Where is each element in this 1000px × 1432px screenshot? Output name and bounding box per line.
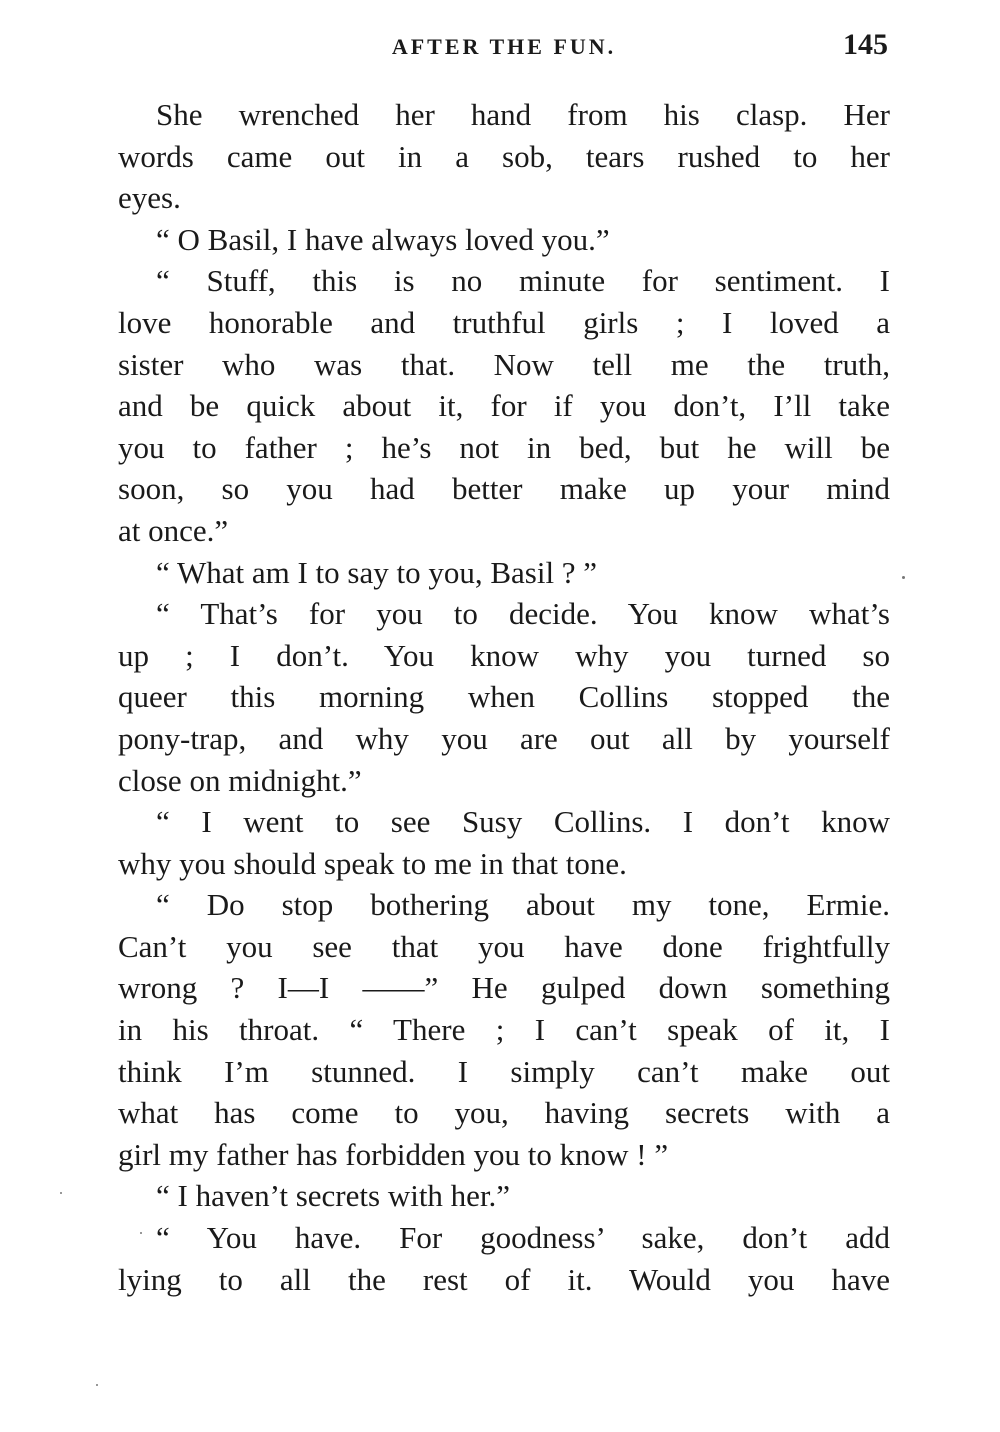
text-line: She wrenched her hand from his clasp. Her [156, 97, 890, 132]
scan-speck [96, 1384, 98, 1386]
text-line: “ Stuff, this is no minute for sentiment. I [156, 263, 890, 299]
body-text [118, 94, 890, 1300]
scan-speck [902, 576, 905, 579]
text-line: soon, so you had better make up your mind [118, 471, 890, 507]
text-line: why you should speak to me in that tone. [118, 845, 627, 881]
text-line: Can’t you see that you have done frightfully [118, 928, 890, 964]
text-line: eyes. [118, 180, 181, 216]
page-number: 145 [843, 28, 888, 61]
text-line: up ; I don’t. You know why you turned so [118, 637, 890, 673]
text-line: “ I haven’t secrets with her.” [156, 1178, 511, 1214]
text-line: what has come to you, having secrets with a [118, 1095, 890, 1131]
text-line: “ What am I to say to you, Basil ? ” [156, 554, 598, 590]
text-line: love honorable and truthful girls ; I loved a [118, 304, 890, 340]
text-line: “ You have. For goodness’ sake, don’t add [156, 1220, 890, 1256]
text-line: pony-trap, and why you are out all by yourself [118, 720, 890, 756]
text-line: “ O Basil, I have always loved you.” [156, 221, 610, 257]
text-line: girl my father has forbidden you to know ! ” [118, 1136, 669, 1172]
text-line: “ That’s for you to decide. You know what’s [156, 596, 890, 632]
text-line: at once.” [118, 512, 229, 548]
text-line: “ Do stop bothering about my tone, Ermie. [156, 887, 890, 923]
text-line: “ I went to see Susy Collins. I don’t know [156, 804, 890, 840]
text-line: words came out in a sob, tears rushed to her [118, 138, 890, 174]
scan-speck [60, 1192, 62, 1194]
scan-speck [140, 1232, 142, 1234]
text-line: wrong ? I—I ——” He gulped down something [118, 970, 890, 1006]
text-line: lying to all the rest of it. Would you have [118, 1261, 890, 1297]
running-head: AFTER THE FUN. [391, 34, 617, 59]
text-line: queer this morning when Collins stopped the [118, 679, 890, 715]
text-line: close on midnight.” [118, 762, 362, 798]
text-line: you to father ; he’s not in bed, but he will be [118, 429, 890, 465]
text-line: and be quick about it, for if you don’t, I’ll take [118, 388, 890, 424]
page-header [118, 28, 890, 68]
text-line: sister who was that. Now tell me the truth, [118, 346, 890, 382]
text-line: in his throat. “ There ; I can’t speak of it, I [118, 1012, 890, 1048]
text-line: think I’m stunned. I simply can’t make out [118, 1053, 890, 1089]
